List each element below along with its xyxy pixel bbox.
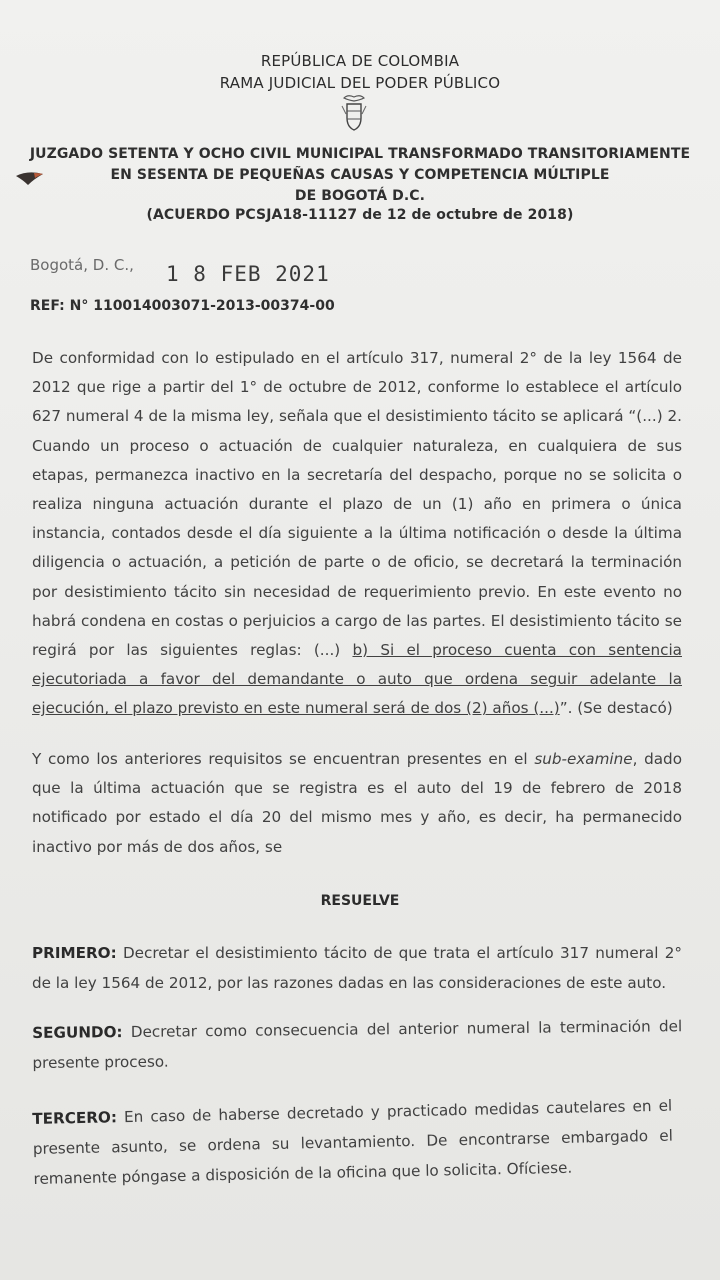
item-tercero bbox=[32, 1091, 674, 1194]
paragraph-1-text: De conformidad con lo estipulado en el artículo 317, numeral 2° de la ley 1564 de 2012 que rige a partir del 1° de octubre de 2012, conforme lo establece el artículo 627 numeral 4 de la misma ley, señala que el desistimiento tácito se aplicará “(...) 2. Cuando un proceso o actuación de cualquier naturaleza, en cualquiera de sus etapas, permanezca inactivo en la secretaría del despacho, porque no se solicita o realiza ninguna actuación durante el plazo de un (1) año en primera o única instancia, contados desde el día siguiente a la última notificación o desde la última diligencia o actuación, a petición de parte o de oficio, se decretará la terminación por desistimiento tácito sin necesidad de requerimiento previo. En este evento no habrá condena en costas o perjuicios a cargo de las partes. El desistimiento tácito se regirá por las siguientes reglas: (...) bbox=[32, 349, 682, 660]
item-primero bbox=[32, 938, 682, 998]
paragraph-2-end: , dado que la última actuación que se registra es el auto del 19 de febrero de 2018 notificado por estado el día 20 del mismo mes y año, es decir, ha permanecido inactivo por más de dos años, se bbox=[32, 750, 682, 856]
tercero-label: TERCERO: bbox=[32, 1108, 118, 1128]
item-segundo bbox=[32, 1011, 683, 1078]
coat-of-arms-icon bbox=[338, 94, 370, 134]
body-paragraph-1 bbox=[32, 344, 682, 724]
court-name-line3: DE BOGOTÁ D.C. bbox=[294, 188, 426, 204]
court-agreement: (ACUERDO PCSJA18-11127 de 12 de octubre de 2018) bbox=[146, 207, 574, 223]
resolve-heading: RESUELVE bbox=[320, 893, 400, 909]
segundo-text: Decretar como consecuencia del anterior numeral la terminación del presente proceso. bbox=[32, 1017, 683, 1072]
header-branch: RAMA JUDICIAL DEL PODER PÚBLICO bbox=[219, 74, 501, 92]
court-name-line2: EN SESENTA DE PEQUEÑAS CAUSAS Y COMPETENCIA MÚLTIPLE bbox=[110, 167, 610, 183]
ink-smudge-icon bbox=[14, 170, 44, 186]
header-country: REPÚBLICA DE COLOMBIA bbox=[260, 52, 460, 70]
body-paragraph-2 bbox=[32, 745, 682, 862]
paragraph-1-end: ”. (Se destacó) bbox=[559, 699, 673, 718]
segundo-label: SEGUNDO: bbox=[32, 1023, 123, 1042]
paragraph-2-italic: sub-examine bbox=[534, 750, 633, 768]
reference-number: REF: N° 110014003071-2013-00374-00 bbox=[30, 298, 335, 314]
place-label: Bogotá, D. C., bbox=[30, 256, 134, 274]
paragraph-2-text: Y como los anteriores requisitos se encuentran presentes en el bbox=[32, 750, 535, 768]
paragraph-1-underlined: b) Si el proceso cuenta con sentencia ejecutoriada a favor del demandante o auto que ordena seguir adelante la ejecución, el plazo previsto en este numeral será de dos (2) años (...) bbox=[32, 641, 682, 718]
date-stamp: 1 8 FEB 2021 bbox=[166, 262, 330, 286]
primero-text: Decretar el desistimiento tácito de que trata el artículo 317 numeral 2° de la ley 1564 de 2012, por las razones dadas en las consideraciones de este auto. bbox=[32, 944, 682, 992]
tercero-text: En caso de haberse decretado y practicado medidas cautelares en el presente asunto, se ordena su levantamiento. De encontrarse embargado el remanente póngase a disposición de la oficina que lo solicita. Ofíciese. bbox=[32, 1096, 673, 1188]
primero-label: PRIMERO: bbox=[32, 944, 117, 962]
court-name-line1: JUZGADO SETENTA Y OCHO CIVIL MUNICIPAL TRANSFORMADO TRANSITORIAMENTE bbox=[29, 146, 691, 162]
